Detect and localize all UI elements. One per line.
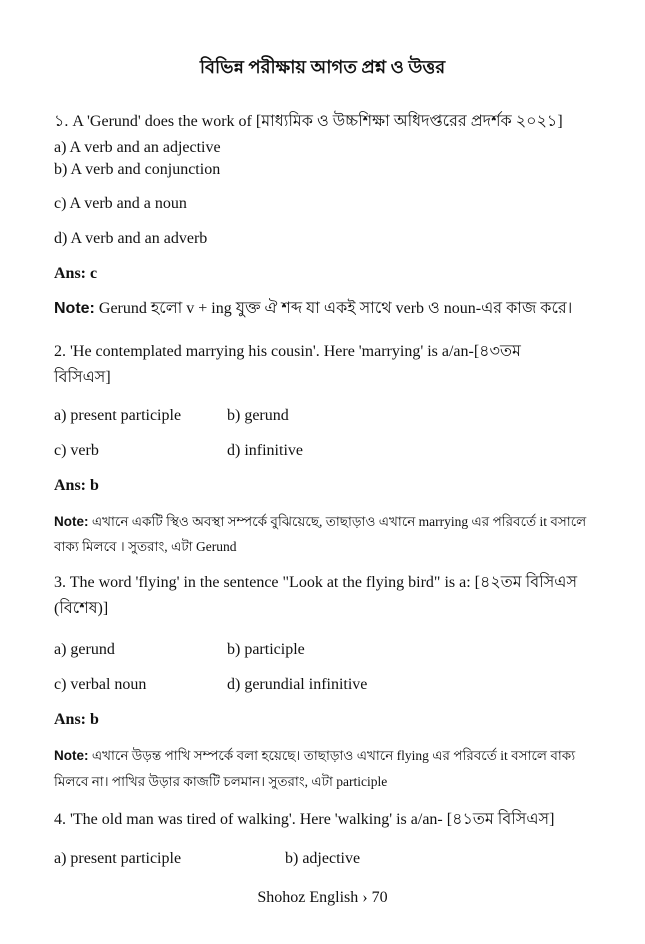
q4-option-b: b) adjective	[285, 850, 361, 867]
q3-option-b: b) participle	[227, 641, 305, 658]
q1-option-c: c) A verb and a noun	[54, 195, 187, 212]
q3-note-text-1: এখানে উড়ন্ত পাখি সম্পর্কে বলা হয়েছে। তাছাড়াও এখানে flying এর পরিবর্তে it বসালে বাক্য	[91, 748, 576, 763]
q2-note-text-1: এখানে একটি স্থিও অবস্থা সম্পর্কে বুঝিয়েছে, তাছাড়াও এখানে marrying এর পরিবর্তে it বসালে	[91, 514, 587, 529]
q2-option-a: a) present participle	[54, 407, 182, 424]
q2-note-line1	[54, 512, 586, 532]
q2-stem-line2: বিসিএস]	[54, 369, 111, 386]
q4-stem: 4. 'The old man was tired of walking'. Here 'walking' is a/an- [৪১তম বিসিএস]	[54, 811, 555, 828]
q3-stem-line2: (বিশেষ)]	[54, 600, 109, 617]
q2-stem-line1: 2. 'He contemplated marrying his cousin'. Here 'marrying' is a/an-[৪৩তম	[54, 343, 521, 360]
q1-note-label: Note:	[54, 300, 95, 317]
q1-option-b: b) A verb and conjunction	[54, 161, 221, 178]
q2-note-line2: বাক্য মিলবে । সুতরাং, এটা Gerund	[54, 539, 237, 554]
q2-note-label: Note:	[54, 514, 89, 529]
q1-option-a: a) A verb and an adjective	[54, 139, 221, 156]
q2-option-d: d) infinitive	[227, 442, 303, 459]
q4-option-a: a) present participle	[54, 850, 182, 867]
q3-option-c: c) verbal noun	[54, 676, 147, 693]
q3-stem-line1: 3. The word 'flying' in the sentence "Look at the flying bird" is a: [৪২তম বিসিএস	[54, 574, 578, 591]
page-footer: Shohoz English › 70	[257, 889, 388, 906]
q1-answer: Ans: c	[54, 265, 98, 282]
q3-note-line2: মিলবে না। পাখির উড়ার কাজটি চলমান। সুতরাং, এটা participle	[54, 774, 388, 789]
q1-note	[54, 299, 572, 319]
q1-note-text: Gerund হলো v + ing যুক্ত ঐ শব্দ যা একই সাথে verb ও noun-এর কাজ করে।	[98, 300, 573, 317]
q2-option-b: b) gerund	[227, 407, 289, 424]
q1-option-d: d) A verb and an adverb	[54, 230, 208, 247]
q2-option-c: c) verb	[54, 442, 99, 459]
q3-answer: Ans: b	[54, 711, 99, 728]
q3-note-label: Note:	[54, 748, 89, 763]
q2-answer: Ans: b	[54, 477, 99, 494]
q3-note-line1	[54, 746, 575, 766]
page-title: বিভিন্ন পরীক্ষায় আগত প্রশ্ন ও উত্তর	[199, 57, 446, 77]
q3-option-a: a) gerund	[54, 641, 115, 658]
q1-stem: ১. A 'Gerund' does the work of [মাধ্যমিক ও উচ্চশিক্ষা অধিদপ্তরের প্রদর্শক ২০২১]	[54, 113, 563, 130]
q3-option-d: d) gerundial infinitive	[227, 676, 368, 693]
